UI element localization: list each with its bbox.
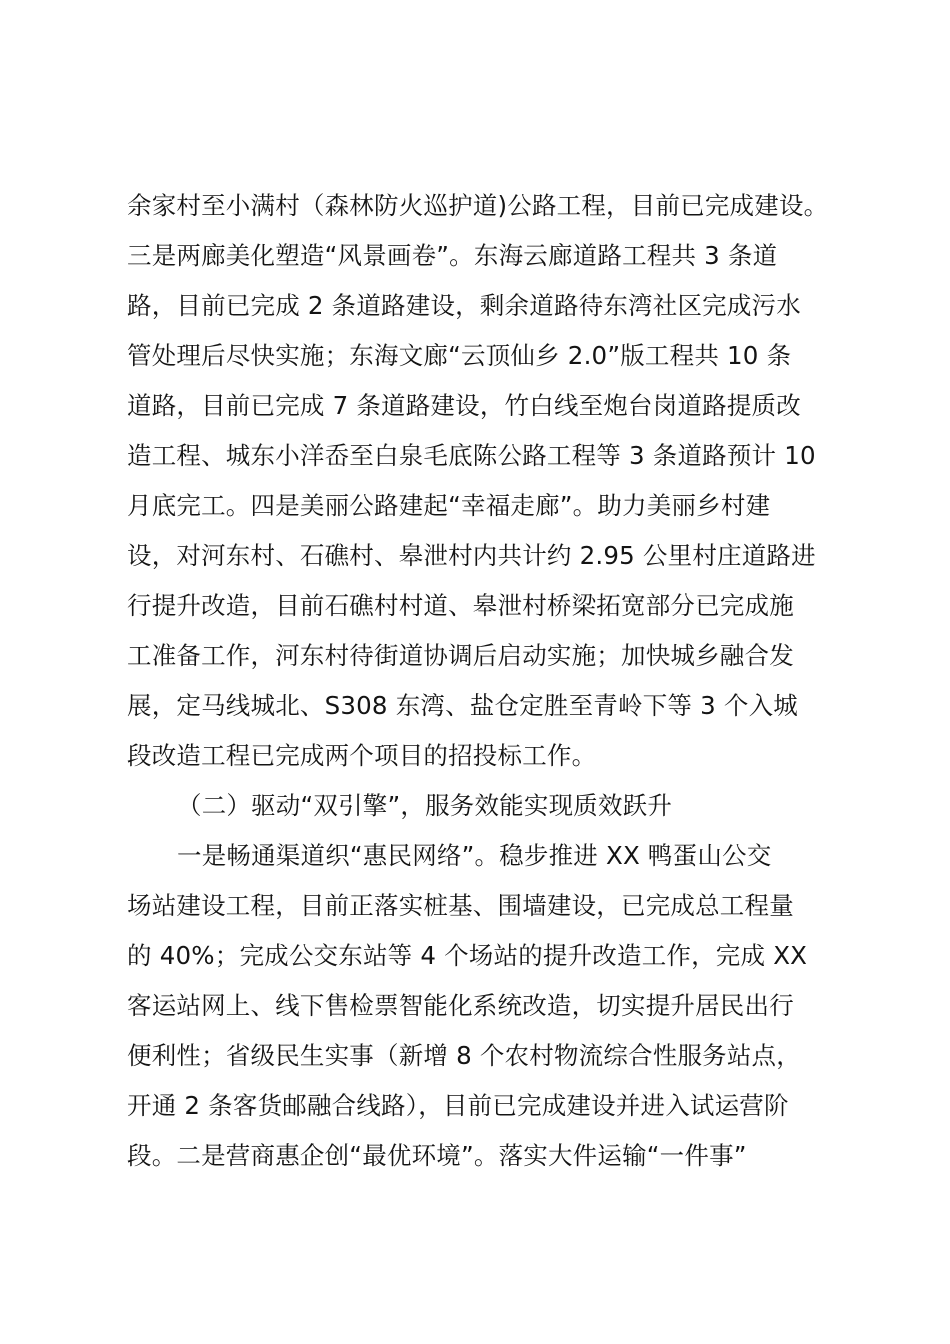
- text-line: 开通 2 条客货邮融合线路），目前已完成建设并进入试运营阶: [127, 1091, 789, 1120]
- text-line: 的 40%；完成公交东站等 4 个场站的提升改造工作，完成 XX: [127, 941, 808, 970]
- text-line: 段。二是营商惠企创“最优环境”。落实大件运输“一件事”: [127, 1141, 747, 1170]
- text-line: 行提升改造，目前石礁村村道、皋泄村桥梁拓宽部分已完成施: [127, 591, 794, 620]
- text-line: 余家村至小满村（森林防火巡护道)公路工程，目前已完成建设。: [127, 191, 829, 220]
- text-line: 造工程、城东小洋岙至白泉毛底陈公路工程等 3 条道路预计 10: [127, 441, 816, 470]
- text-line: 段改造工程已完成两个项目的招投标工作。: [127, 741, 597, 770]
- text-line: 工准备工作，河东村待街道协调后启动实施；加快城乡融合发: [127, 641, 794, 670]
- text-line: 一是畅通渠道织“惠民网络”。稳步推进 XX 鸭蛋山公交: [177, 841, 772, 870]
- text-line: 道路，目前已完成 7 条道路建设，竹白线至炮台岗道路提质改: [127, 391, 801, 420]
- text-line: 便利性；省级民生实事（新增 8 个农村物流综合性服务站点，: [127, 1041, 801, 1070]
- text-line: 展，定马线城北、S308 东湾、盐仓定胜至青岭下等 3 个入城: [127, 691, 798, 720]
- text-line: 场站建设工程，目前正落实桩基、围墙建设，已完成总工程量: [127, 891, 794, 920]
- text-line: 三是两廊美化塑造“风景画卷”。东海云廊道路工程共 3 条道: [127, 241, 778, 270]
- text-line: 客运站网上、线下售检票智能化系统改造，切实提升居民出行: [127, 991, 794, 1020]
- section-heading: （二）驱动“双引擎”，服务效能实现质效跃升: [177, 791, 673, 820]
- text-line: 月底完工。四是美丽公路建起“幸福走廊”。助力美丽乡村建: [127, 491, 771, 520]
- text-line: 设，对河东村、石礁村、皋泄村内共计约 2.95 公里村庄道路进: [127, 541, 816, 570]
- body-text: [127, 181, 847, 1181]
- text-line: 路，目前已完成 2 条道路建设，剩余道路待东湾社区完成污水: [127, 291, 801, 320]
- text-line: 管处理后尽快实施；东海文廊“云顶仙乡 2.0”版工程共 10 条: [127, 341, 792, 370]
